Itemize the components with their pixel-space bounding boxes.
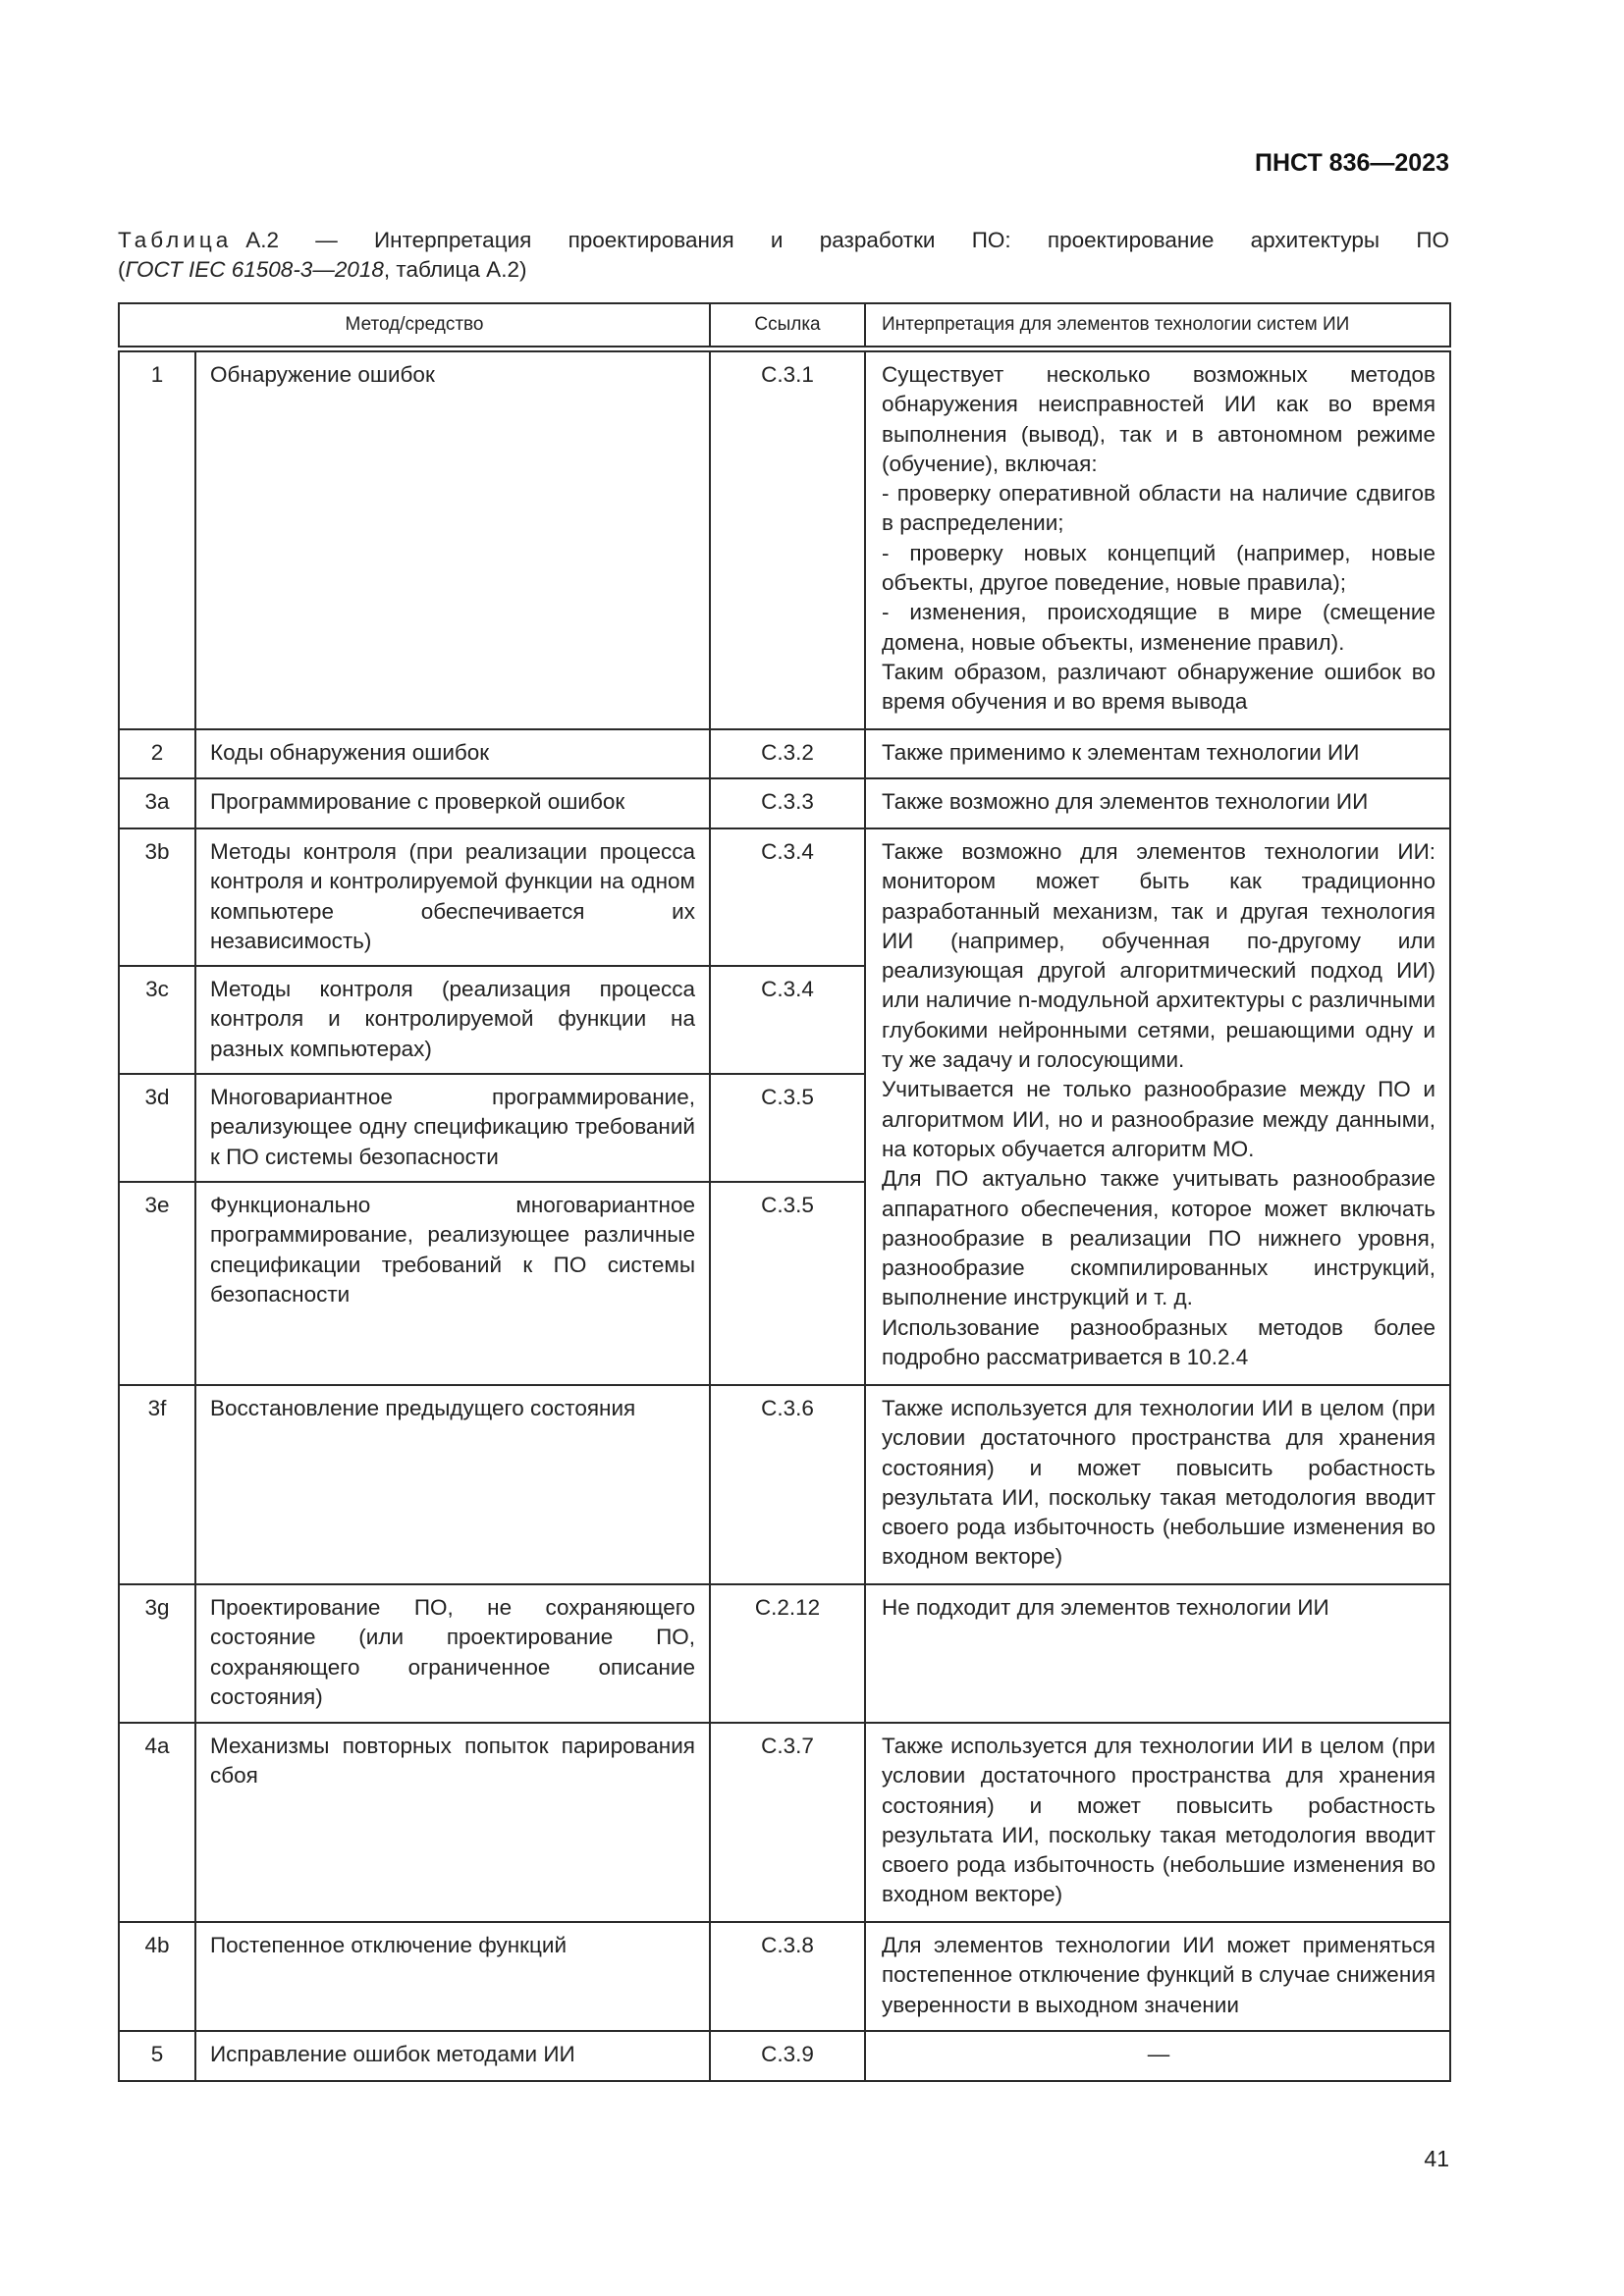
method-name: Методы контроля (реализация процесса контроля и контролируемой функции на разных компьютерах) bbox=[195, 966, 710, 1074]
reference: С.3.6 bbox=[710, 1385, 865, 1584]
row-number: 3e bbox=[119, 1182, 195, 1385]
method-name: Обнаружение ошибок bbox=[195, 351, 710, 729]
caption-prefix: Таблица bbox=[118, 228, 233, 252]
method-name: Коды обнаружения ошибок bbox=[195, 729, 710, 778]
interpretation: Также возможно для элементов технологии ИИ bbox=[865, 778, 1450, 828]
table-row bbox=[119, 351, 1450, 729]
header-interpretation: Интерпретация для элементов технологии систем ИИ bbox=[865, 303, 1450, 347]
table-row bbox=[119, 1584, 1450, 1723]
reference: С.2.12 bbox=[710, 1584, 865, 1723]
row-number: 3f bbox=[119, 1385, 195, 1584]
row-number: 5 bbox=[119, 2031, 195, 2081]
caption-source-standard: ГОСТ IEC 61508-3—2018 bbox=[125, 257, 384, 282]
interpretation: Для элементов технологии ИИ может применяться постепенное отключение функций в случае снижения уверенности в выходном значении bbox=[865, 1922, 1450, 2031]
interpretation-merged: Также возможно для элементов технологии ИИ: монитором может быть как традиционно разработанный механизм, так и другая технология ИИ (например, обученная по-другому или реализующая другой алгоритмический подход ИИ) или наличие n-модульной архитектуры с различными глубокими нейронными сетями, решающими одну и ту же задачу и голосующими. Учитывается не только разнообразие между ПО и алгоритмом ИИ, но и разнообразие между данными, на которых обучается алгоритм МО. Для ПО актуально также учитывать разнообразие аппаратного обеспечения, которое может включать разнообразие в реализации ПО нижнего уровня, разнообразие скомпилированных инструкций, выполнение инструкций и т. д. Использование разнообразных методов более подробно рассматривается в 10.2.4 bbox=[865, 828, 1450, 1385]
table-row bbox=[119, 2031, 1450, 2081]
method-name: Постепенное отключение функций bbox=[195, 1922, 710, 2031]
method-name: Проектирование ПО, не сохраняющего состояние (или проектирование ПО, сохраняющего ограниченное описание состояния) bbox=[195, 1584, 710, 1723]
table-row bbox=[119, 729, 1450, 778]
row-number: 4a bbox=[119, 1723, 195, 1922]
method-name: Методы контроля (при реализации процесса контроля и контролируемой функции на одном компьютере обеспечивается их независимость) bbox=[195, 828, 710, 966]
reference: С.3.7 bbox=[710, 1723, 865, 1922]
reference: С.3.5 bbox=[710, 1074, 865, 1182]
row-number: 4b bbox=[119, 1922, 195, 2031]
caption-open-paren: ( bbox=[118, 257, 126, 282]
row-number: 3d bbox=[119, 1074, 195, 1182]
interpretation: Также используется для технологии ИИ в целом (при условии достаточного пространства для хранения состояния) и может повысить робастность результата ИИ, поскольку такая методология вводит своего рода избыточность (небольшие изменения во входном векторе) bbox=[865, 1385, 1450, 1584]
table-row bbox=[119, 778, 1450, 828]
method-name: Исправление ошибок методами ИИ bbox=[195, 2031, 710, 2081]
method-name: Восстановление предыдущего состояния bbox=[195, 1385, 710, 1584]
reference: С.3.5 bbox=[710, 1182, 865, 1385]
row-number: 3g bbox=[119, 1584, 195, 1723]
reference: С.3.2 bbox=[710, 729, 865, 778]
interpretation: — bbox=[865, 2031, 1450, 2081]
reference: С.3.9 bbox=[710, 2031, 865, 2081]
method-name: Программирование с проверкой ошибок bbox=[195, 778, 710, 828]
table-row bbox=[119, 828, 1450, 966]
document-code: ПНСТ 836—2023 bbox=[1255, 149, 1449, 177]
reference: С.3.4 bbox=[710, 966, 865, 1074]
interpretation-table bbox=[118, 302, 1451, 2082]
interpretation: Не подходит для элементов технологии ИИ bbox=[865, 1584, 1450, 1723]
table-row bbox=[119, 1723, 1450, 1922]
header-method: Метод/средство bbox=[119, 303, 710, 347]
page-number: 41 bbox=[1424, 2146, 1449, 2171]
table-row bbox=[119, 1922, 1450, 2031]
table-header-row bbox=[119, 303, 1450, 347]
method-name: Функционально многовариантное программирование, реализующее различные спецификации требований к ПО системы безопасности bbox=[195, 1182, 710, 1385]
reference: С.3.4 bbox=[710, 828, 865, 966]
method-name: Многовариантное программирование, реализующее одну спецификацию требований к ПО системы безопасности bbox=[195, 1074, 710, 1182]
interpretation: Также применимо к элементам технологии ИИ bbox=[865, 729, 1450, 778]
row-number: 1 bbox=[119, 351, 195, 729]
reference: С.3.8 bbox=[710, 1922, 865, 2031]
table-row bbox=[119, 1385, 1450, 1584]
table-caption bbox=[118, 226, 1449, 285]
reference: С.3.3 bbox=[710, 778, 865, 828]
interpretation: Также используется для технологии ИИ в целом (при условии достаточного пространства для хранения состояния) и может повысить робастность результата ИИ, поскольку такая методология вводит своего рода избыточность (небольшие изменения во входном векторе) bbox=[865, 1723, 1450, 1922]
reference: С.3.1 bbox=[710, 351, 865, 729]
caption-source-rest: , таблица А.2) bbox=[383, 257, 527, 282]
row-number: 2 bbox=[119, 729, 195, 778]
method-name: Механизмы повторных попыток парирования сбоя bbox=[195, 1723, 710, 1922]
row-number: 3a bbox=[119, 778, 195, 828]
caption-title: А.2 — Интерпретация проектирования и разработки ПО: проектирование архитектуры ПО bbox=[245, 228, 1449, 252]
interpretation: Существует несколько возможных методов обнаружения неисправностей ИИ как во время выполнения (вывод), так и в автономном режиме (обучение), включая: - проверку оперативной области на наличие сдвигов в распределении; - проверку новых концепций (например, новые объекты, другое поведение, новые правила); - изменения, происходящие в мире (смещение домена, новые объекты, изменение правил). Таким образом, различают обнаружение ошибок во время обучения и во время вывода bbox=[865, 351, 1450, 729]
row-number: 3c bbox=[119, 966, 195, 1074]
header-ref: Ссылка bbox=[710, 303, 865, 347]
row-number: 3b bbox=[119, 828, 195, 966]
